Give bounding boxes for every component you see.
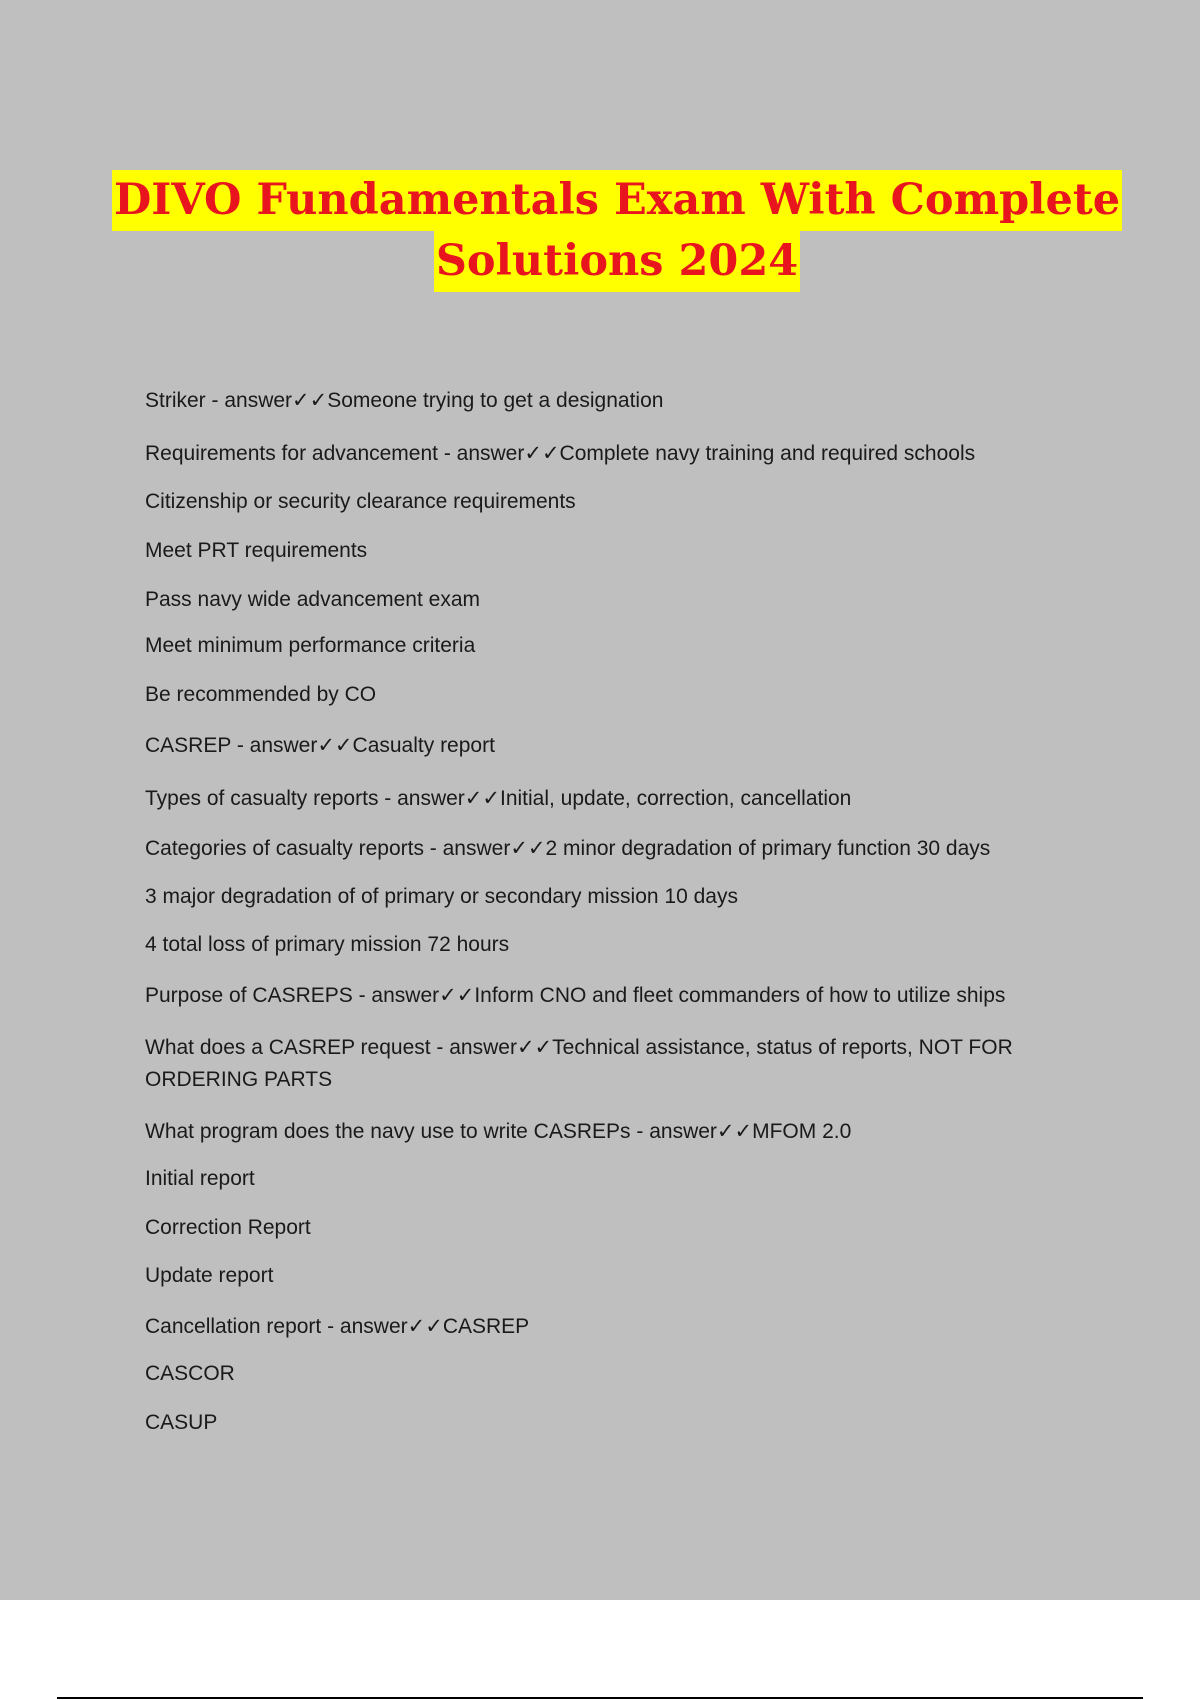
qa-line: 4 total loss of primary mission 72 hours [145,933,510,956]
qa-line: Pass navy wide advancement exam [145,588,481,611]
qa-line: CASCOR [145,1362,235,1385]
document-title [0,170,1200,292]
qa-line: What does a CASREP request - answer✓✓Technical assistance, status of reports, NOT FOR ORDERING PARTS [145,1036,1013,1091]
qa-line: Types of casualty reports - answer✓✓Initial, update, correction, cancellation [145,787,852,810]
qa-line: CASUP [145,1411,218,1434]
qa-line: Update report [145,1264,274,1287]
qa-line: Citizenship or security clearance requirements [145,490,576,513]
qa-line: Purpose of CASREPS - answer✓✓Inform CNO and fleet commanders of how to utilize ships [145,984,1006,1007]
qa-line: Correction Report [145,1216,311,1239]
qa-line: Initial report [145,1167,255,1190]
qa-line: Be recommended by CO [145,683,377,706]
qa-line: Categories of casualty reports - answer✓✓2 minor degradation of primary function 30 days [145,837,991,860]
qa-line: Meet minimum performance criteria [145,634,476,657]
footer-divider [57,1697,1143,1699]
qa-line: 3 major degradation of of primary or secondary mission 10 days [145,885,738,908]
title-line-1: DIVO Fundamentals Exam With Complete [112,170,1122,231]
qa-line: CASREP - answer✓✓Casualty report [145,734,495,757]
qa-line: Meet PRT requirements [145,539,368,562]
qa-line: What program does the navy use to write CASREPs - answer✓✓MFOM 2.0 [145,1120,852,1143]
qa-line: Striker - answer✓✓Someone trying to get a designation [145,389,664,412]
qa-line: Requirements for advancement - answer✓✓Complete navy training and required schools [145,442,976,465]
qa-line: Cancellation report - answer✓✓CASREP [145,1315,530,1338]
title-line-2: Solutions 2024 [434,231,800,292]
